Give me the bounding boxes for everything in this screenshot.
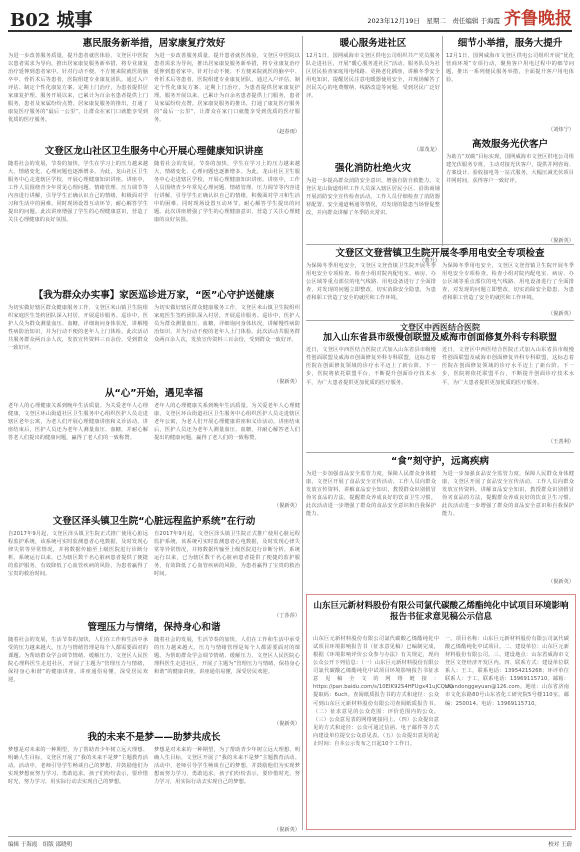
- article-kicker: 文登区中西医结合医院: [400, 323, 480, 332]
- article-body: 12月1日，国网威海市文登区供电公司组织开展“优化营商环境”专项行动，聚焦客户用电过程中的细节问题，推出一系列便民服务举措，全面提升客户用电体验。: [446, 52, 574, 84]
- article-signature: （邵茂龙）: [414, 146, 440, 153]
- article-signature: （王善利）: [548, 439, 574, 446]
- article-signature: （倪新英）: [274, 502, 300, 509]
- article-body: 老年人的心理健康关系到晚年生活质量。为关爱老年人心理健康，文登区环山街道社区卫生服务中心组织医护人员走进辖区老年公寓，为老人们开展心理健康讲座和义诊活动。讲座结束后，医护人员还为老年人测量血压、血糖，并耐心解答老人们提出的健康问题，赢得了老人们的一致称赞。: [8, 402, 148, 442]
- article-hospital: [306, 322, 574, 452]
- article-signature: （倪新英）: [274, 378, 300, 385]
- article-title: 【我为群众办实事】家医巡诊进万家，“医”心守护送健康: [33, 290, 275, 301]
- article-body: 为切实做好辖区群众健康服务工作，文登区米山镇卫生院组织家庭医生签约团队深入村居，开展巡诊服务。巡诊中，医护人员为群众测量血压、血糖，详细询问身体状况，讲解慢性病防治知识，并为行动不便的老年人上门体检。此次活动共服务群众两百余人次，发放宣传资料三百余份，受到群众一致好评。: [8, 304, 148, 352]
- notice-title: 山东巨元新材料股份有限公司氯代碳酸乙烯酯纯化中试项目环境影响报告书征求意见稿公示信息: [313, 601, 569, 623]
- issue-date: 2023年12月19日 星期二 责任编辑 于海霞: [367, 17, 500, 25]
- right-article-column: [446, 38, 574, 260]
- article-signature: （董升）: [419, 257, 440, 264]
- notice-body-left: 山东巨元新材料股份有限公司氯代碳酸乙烯酯纯化中试项目环境影响报告书（征求意见稿）已编制完成，根据《环境影响评价公众参与办法》有关规定，现向公众公开下列信息：（一）山东巨元新材料股份有限公司氯代碳酸乙烯酯纯化中试项目环境影响报告书征求意见稿全文的网络链接：https://pan.baidu.com/s/10EIK92S4HFUgx41uJCQUQ 提取码：6uch。查阅纸质报告书的方式和途径：公众可到山东巨元新材料股份有限公司查阅纸质报告书。（二）征求意见的公众范围：评价范围内的公众。（三）公众意见表的网络链接同上。（四）公众提出意见的方式和途径：公众可通过信函、电子邮件等方式向建设单位提交公众意见表。（五）公众提出意见的起止时间：自本公示发布之日起10个工作日。: [313, 636, 454, 747]
- article-signature: （刘炜宁）: [548, 126, 574, 133]
- article-title: 暖心服务进社区: [339, 38, 407, 49]
- article-title: 文登区文登营镇卫生院开展冬季用电安全专项检查: [335, 248, 545, 259]
- page-section-title: B02 城事: [10, 10, 93, 31]
- article-title: 管理压力与情绪，保持身心和谐: [87, 622, 221, 633]
- article-body-continued: 近日，文登区中西医结合医院正式加入山东省县市级慢性创面联盟及威海市创面修复外科专科联盟，这标志着医院在创面修复领域的诊疗水平迈上了新台阶。下一步，医院将依托联盟平台，不断提升创面诊疗技术水平，为广大患者提供更加优质的医疗服务。: [442, 347, 574, 386]
- article-body-continued: 随着社会的发展，生活节奏的加快，人们在工作和生活中承受的压力越来越大。压力与情绪管理是每个人都需要面对的课题。为帮助群众学会调节情绪、缓解压力，文登区人民医院心理科医生走进社区，开展了主题为“管理压力与情绪，保持身心和谐”的健康讲座。讲座通俗易懂，深受居民欢迎。: [154, 636, 300, 676]
- article-title: 我的未来不是梦——助梦共成长: [87, 732, 221, 743]
- article-3: [8, 290, 300, 385]
- left-article-column: [8, 38, 300, 832]
- public-notice-box: [306, 594, 576, 830]
- section-divider: [306, 320, 574, 321]
- article-title: 惠民服务新举措，居家康复疗效好: [82, 38, 226, 49]
- article-1: [8, 38, 300, 135]
- article-title: 加入山东省县市级慢创联盟及威海市创面修复外科专科联盟: [322, 333, 557, 343]
- article-wendengying: [306, 248, 574, 318]
- article-4: [8, 388, 300, 509]
- article-title: 文登区泽头镇卫生院“心脏远程监护系统”在行动: [52, 516, 256, 527]
- article-2: [8, 146, 300, 270]
- article-body-continued: 梦想是对未来的一种期望，为了帮助青少年树立远大理想、明确人生目标，文登区开展了“我的未来不是梦”主题教育活动。活动中，老师引导学生畅谈自己的梦想，并鼓励他们为实现梦想而努力学习、勇敢追求。孩子们纷纷表示，要珍惜时光，努力学习，用实际行动去实现自己的梦想。: [154, 746, 300, 786]
- article-title: 从“心”开始，遇见幸福: [105, 388, 203, 399]
- article-body: 12月1日，国网威海市文登区供电公司组织共产党员服务队走进社区，开展“暖心服务进社区”活动。服务队员为社区居民检查家庭用电线路、更换老化插座，讲解冬季安全用电知识，提醒居民注意电暖器使用安全，并现场解答了居民关心的电费缴纳、线路改造等问题，受到居民广泛好评。: [306, 52, 440, 100]
- article-food-safety: [306, 456, 574, 590]
- article-body: 梦想是对未来的一种期望，为了帮助青少年树立远大理想、明确人生目标，文登区开展了“我的未来不是梦”主题教育活动。活动中，老师引导学生畅谈自己的梦想，并鼓励他们为实现梦想而努力学习、勇敢追求。孩子们纷纷表示，要珍惜时光，努力学习，用实际行动去实现自己的梦想。: [8, 746, 148, 786]
- article-6: [8, 622, 300, 727]
- article-body-continued: 自2017年9月起，文登区泽头镇卫生院正式推广使用心脏远程监护系统，该系统可实时监测患者心电数据，及时发现心律失常等异常情况，并将数据传输至上级医院进行诊断分析。系统运行以来，已为辖区数千名心脏病患者提供了便捷的监护服务，有效降低了心血管疾病的风险，为患者赢得了宝贵的救治时间。: [154, 530, 300, 578]
- article-title: “食”刻守护，远离疾病: [391, 456, 489, 467]
- article-body: 为进一步提高群众消防安全意识，增强自防自救能力，文登区龙山街道组织工作人员深入辖区居民小区、沿街商铺开展消防安全宣传检查活动。工作人员仔细检查了消防器材配置、安全通道畅通等情况，对发现的隐患当场督促整改，并向群众讲解了冬季防火常识。: [306, 177, 440, 216]
- article-body-continued: 老年人的心理健康关系到晚年生活质量。为关爱老年人心理健康，文登区环山街道社区卫生服务中心组织医护人员走进辖区老年公寓，为老人们开展心理健康讲座和义诊活动。讲座结束后，医护人员还为老年人测量血压、血糖，并耐心解答老人们提出的健康问题，赢得了老人们的一致称赞。: [154, 402, 300, 442]
- section-divider: [306, 452, 574, 453]
- article-title: 强化消防杜绝火灾: [334, 162, 411, 174]
- article-body: 为进一步改善服务质量，提升患者就医体验，文登区中医院以患者需求为导向，推出居家康复服务新举措，将专业康复治疗延伸到患者家中。针对行动不便、不方便来院就医的脑卒中、骨折术后等患者，医院组建专业康复团队，通过入户评估、制定个性化康复方案、定期上门治疗，为患者提供居家康复护理。服务开展以来，已累计为百余名患者提供上门服务，患者及家属纷纷点赞。居家康复服务的推出，打通了康复医疗服务的“最后一公里”，让群众在家门口就能享受到优质的医疗服务。: [8, 52, 148, 124]
- section-divider: [306, 244, 574, 245]
- page-footer: [8, 836, 572, 848]
- article-body-continued: 为进一步加强食品安全监管力度，保障人民群众身体健康，文登区开展了食品安全宣传活动。工作人员向群众发放宣传资料，讲解食品安全知识，教授群众识别假冒伪劣食品的方法，提醒群众养成良好的饮食卫生习惯。此次活动进一步增强了群众的食品安全意识和自我保护能力。: [442, 470, 574, 518]
- article-body: 近日，文登区中西医结合医院正式加入山东省县市级慢性创面联盟及威海市创面修复外科专科联盟，这标志着医院在创面修复领域的诊疗水平迈上了新台阶。下一步，医院将依托联盟平台，不断提升创面诊疗技术水平，为广大患者提供更加优质的医疗服务。: [306, 347, 436, 386]
- article-body-continued: 为切实做好辖区群众健康服务工作，文登区米山镇卫生院组织家庭医生签约团队深入村居，开展巡诊服务。巡诊中，医护人员为群众测量血压、血糖，详细询问身体状况，讲解慢性病防治知识，并为行动不便的老年人上门体检。此次活动共服务群众两百余人次，发放宣传资料三百余份，受到群众一致好评。: [154, 304, 300, 344]
- article-body: 随着社会的发展，节奏的加快，学生在学习上的压力越来越大，情绪变化、心理问题也逐渐增多。为此，龙山社区卫生服务中心走进辖区学校，开展心理健康知识讲座。讲座中，工作人员围绕青少年常见心理问题、情绪管理、压力调节等内容进行讲解，引导学生正确认识自己的情绪，积极面对学习和生活中的困难。同时现场设置互动环节，耐心解答学生提出的问题。此次讲座增强了学生的心理健康意识，营造了关注心理健康的良好氛围。: [8, 160, 148, 224]
- page-header: [8, 4, 572, 32]
- footer-editors: 编辑 于海霞 组版 邵晓明: [8, 842, 72, 848]
- article-body: 随着社会的发展，生活节奏的加快，人们在工作和生活中承受的压力越来越大。压力与情绪管理是每个人都需要面对的课题。为帮助群众学会调节情绪、缓解压力，文登区人民医院心理科医生走进社区，开展了主题为“管理压力与情绪，保持身心和谐”的健康讲座。讲座通俗易懂，深受居民欢迎。: [8, 636, 148, 684]
- newspaper-logo: 齐鲁晚报: [504, 9, 572, 29]
- article-title: 细节小举措，服务大提升: [457, 38, 563, 49]
- article-signature: （倪新英）: [548, 578, 574, 585]
- article-signature: （倪新英）: [548, 237, 574, 244]
- article-signature: （倪新英）: [274, 720, 300, 727]
- article-body-continued: 为进一步改善服务质量，提升患者就医体验，文登区中医院以患者需求为导向，推出居家康复服务新举措，将专业康复治疗延伸到患者家中。针对行动不便、不方便来院就医的脑卒中、骨折术后等患者，医院组建专业康复团队，通过入户评估、制定个性化康复方案、定期上门治疗，为患者提供居家康复护理。服务开展以来，已累计为百余名患者提供上门服务，患者及家属纷纷点赞。居家康复服务的推出，打通了康复医疗服务的“最后一公里”，让群众在家门口就能享受到优质的医疗服务。: [154, 52, 300, 124]
- footer-proofreader: 校对 王蔚: [548, 842, 572, 848]
- article-7: [8, 732, 300, 833]
- article-body-continued: 为保障冬季用电安全，文登区文登营镇卫生院开展冬季用电安全专项检查。检查小组对院内配电室、病房、办公区域等重点部位的电气线路、用电设备进行了全面排查，对发现的问题立即整改，切实消除安全隐患，为患者和职工营造了安全的就医和工作环境。: [442, 262, 574, 302]
- article-title: 高效服务光伏客户: [471, 138, 548, 150]
- article-5: [8, 516, 300, 619]
- article-body: 为助力“双碳”目标实现，国网威海市文登区供电公司组建光伏服务专班，主动对接光伏客户，提供并网咨询、方案设计、验收接电等一站式服务，大幅压减光伏项目并网时间，获得客户一致好评。: [446, 153, 574, 184]
- column-divider: [442, 36, 443, 246]
- article-signature: （赵春雨）: [274, 128, 300, 135]
- article-body: 为保障冬季用电安全，文登区文登营镇卫生院开展冬季用电安全专项检查。检查小组对院内配电室、病房、办公区域等重点部位的电气线路、用电设备进行了全面排查，对发现的问题立即整改，切实消除安全隐患，为患者和职工营造了安全的就医和工作环境。: [306, 262, 436, 302]
- article-signature: （倪新英）: [548, 310, 574, 317]
- article-body-continued: 随着社会的发展，节奏的加快，学生在学习上的压力越来越大，情绪变化、心理问题也逐渐增多。为此，龙山社区卫生服务中心走进辖区学校，开展心理健康知识讲座。讲座中，工作人员围绕青少年常见心理问题、情绪管理、压力调节等内容进行讲解，引导学生正确认识自己的情绪，积极面对学习和生活中的困难。同时现场设置互动环节，耐心解答学生提出的问题。此次讲座增强了学生的心理健康意识，营造了关注心理健康的良好氛围。: [154, 160, 300, 224]
- column-divider: [302, 36, 303, 830]
- article-body: 自2017年9月起，文登区泽头镇卫生院正式推广使用心脏远程监护系统，该系统可实时监测患者心电数据，及时发现心律失常等异常情况，并将数据传输至上级医院进行诊断分析。系统运行以来，已为辖区数千名心脏病患者提供了便捷的监护服务，有效降低了心血管疾病的风险，为患者赢得了宝贵的救治时间。: [8, 530, 148, 578]
- article-signature: （丁莎莎）: [274, 612, 300, 619]
- notice-body-right: 一、项目名称：山东巨元新材料股份有限公司氯代碳酸乙烯酯纯化中试项目。二、建设单位：山东巨元新材料股份有限公司。三、建设地点：山东省威海市文登区文登经济开发区内。四、联系方式：建设单位联系人：王工，联系电话：13954215268；环评单位联系人：于工，联系电话：13969115710。邮箱：shandonggeyuan@126.com。地址：山东省济南市文化东路80号山东省化工研究院5号楼110室。邮编：250014。电话：13969115710。: [445, 636, 569, 707]
- article-body: 为进一步加强食品安全监管力度，保障人民群众身体健康，文登区开展了食品安全宣传活动。工作人员向群众发放宣传资料，讲解食品安全知识，教授群众识别假冒伪劣食品的方法，提醒群众养成良好的饮食卫生习惯。此次活动进一步增强了群众的食品安全意识和自我保护能力。: [306, 470, 436, 518]
- article-title: 文登区龙山社区卫生服务中心开展心理健康知识讲座: [44, 146, 264, 157]
- article-signature: （倪新英）: [274, 826, 300, 833]
